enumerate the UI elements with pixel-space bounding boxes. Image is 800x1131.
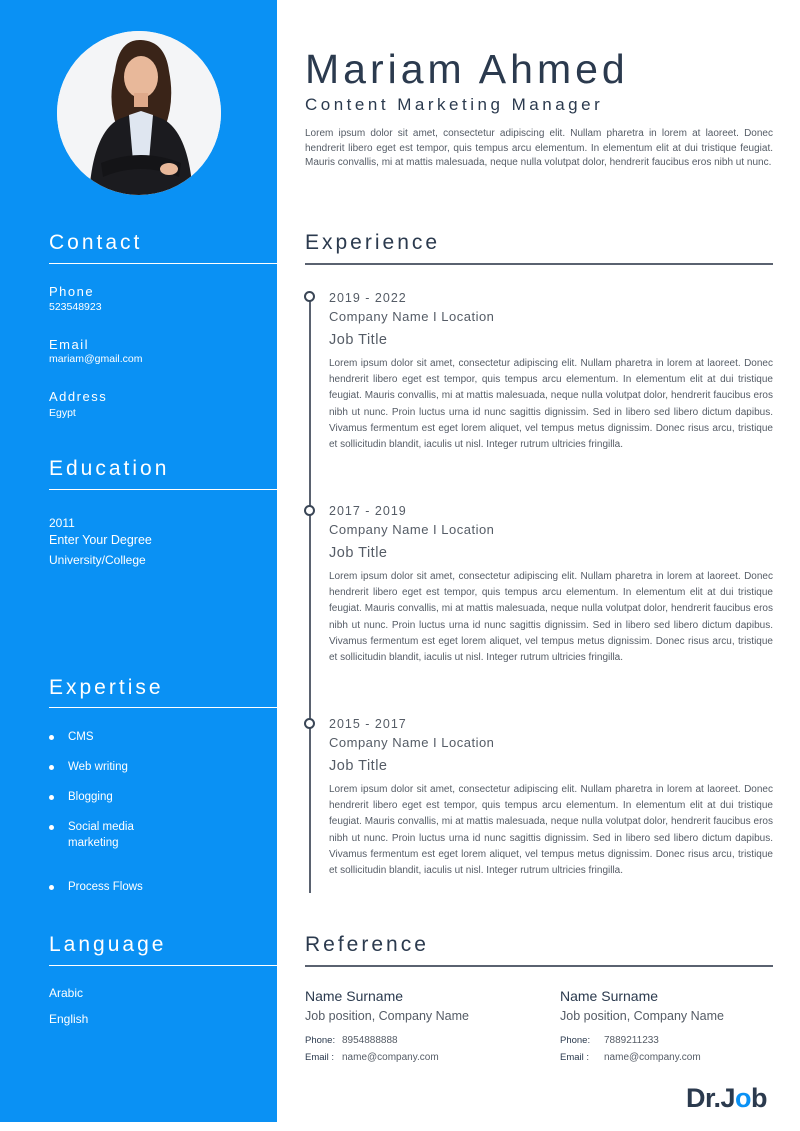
list-item: Web writing — [49, 759, 128, 775]
timeline-node — [304, 505, 315, 516]
profile-photo — [57, 31, 221, 195]
education-heading: Education — [49, 457, 170, 480]
reference-position: Job position, Company Name — [305, 1009, 469, 1023]
language-heading: Language — [49, 933, 167, 956]
avatar — [57, 31, 221, 195]
divider — [305, 263, 773, 265]
job-dates: 2019 - 2022 — [329, 291, 407, 305]
job-company: Company Name I Location — [329, 522, 495, 537]
job-company: Company Name I Location — [329, 309, 495, 324]
divider — [49, 965, 277, 966]
list-item: Social media marketing — [49, 819, 159, 851]
job-description: Lorem ipsum dolor sit amet, consectetur adipiscing elit. Nullam pharetra in lorem at laoreet. Donec hendrerit libero eget est tempor, quis tempus arcu elementum. In elementum elit at dui tristique feugiat. Mauris convallis, mi at mattis malesuada, neque nulla volutpat dolor, hendrerit faucibus eros nibh ut nunc. Proin luctus urna id nunc sagittis dignissim. Sed in libero sed libero dictum dapibus. Vivamus fermentum est eget lorem aliquet, vel tempus metus dignissim. Donec risus arcu, tristique et sollicitudin blandit, iaculis ut nisl. Integer rutrum ultricies fringilla. — [329, 784, 773, 877]
experience-heading: Experience — [305, 231, 441, 254]
reference-phone-label: Phone: — [560, 1035, 591, 1046]
job-dates: 2015 - 2017 — [329, 717, 407, 731]
job-description: Lorem ipsum dolor sit amet, consectetur adipiscing elit. Nullam pharetra in lorem at laoreet. Donec hendrerit libero eget est tempor, quis tempus arcu elementum. In elementum elit at dui tristique feugiat. Mauris convallis, mi at mattis malesuada, neque nulla volutpat dolor, hendrerit faucibus eros nibh ut nunc. Proin luctus urna id nunc sagittis dignissim. Sed in libero sed libero dictum dapibus. Vivamus fermentum est eget lorem aliquet, vel tempus metus dignissim. Donec risus arcu, tristique et sollicitudin blandit, iaculis ut nisl. Integer rutrum ultricies fringilla. — [329, 571, 773, 664]
timeline-node — [304, 291, 315, 302]
divider — [305, 965, 773, 967]
list-item: Process Flows — [49, 879, 143, 895]
divider — [49, 489, 277, 490]
bullet-icon — [49, 735, 54, 740]
job-title: Job Title — [329, 758, 388, 774]
reference-name: Name Surname — [305, 988, 404, 1004]
reference-phone: 7889211233 — [604, 1035, 659, 1046]
job-title: Job Title — [329, 545, 388, 561]
divider — [49, 263, 277, 264]
job-description: Lorem ipsum dolor sit amet, consectetur adipiscing elit. Nullam pharetra in lorem at laoreet. Donec hendrerit libero eget est tempor, quis tempus arcu elementum. In elementum elit at dui tristique feugiat. Mauris convallis, mi at mattis malesuada, neque nulla volutpat dolor, hendrerit faucibus eros nibh ut nunc. Proin luctus urna id nunc sagittis dignissim. Sed in libero sed libero dictum dapibus. Vivamus fermentum est eget lorem aliquet, vel tempus metus dignissim. Donec risus arcu, tristique et sollicitudin blandit, iaculis ut nisl. Integer rutrum ultricies fringilla. — [329, 358, 773, 451]
reference-phone-label: Phone: — [305, 1035, 336, 1046]
email-label: Email — [49, 337, 90, 352]
bullet-icon — [49, 825, 54, 830]
divider — [49, 707, 277, 708]
reference-phone: 8954888888 — [342, 1035, 398, 1046]
job-dates: 2017 - 2019 — [329, 504, 407, 518]
education-degree: Enter Your Degree — [49, 533, 152, 547]
address-label: Address — [49, 389, 108, 404]
contact-heading: Contact — [49, 231, 143, 254]
candidate-name: Mariam Ahmed — [305, 46, 629, 92]
timeline-node — [304, 718, 315, 729]
candidate-role: Content Marketing Manager — [305, 95, 604, 114]
sidebar — [0, 0, 277, 1122]
phone-label: Phone — [49, 284, 95, 299]
email-value: mariam@gmail.com — [49, 353, 143, 365]
reference-email-label: Email : — [305, 1052, 335, 1063]
expertise-heading: Expertise — [49, 676, 164, 699]
language-item: English — [49, 1012, 89, 1026]
bullet-icon — [49, 795, 54, 800]
address-value: Egypt — [49, 407, 76, 419]
reference-email-label: Email : — [560, 1052, 590, 1063]
drjob-logo: Dr.Job — [686, 1083, 768, 1113]
job-title: Job Title — [329, 332, 388, 348]
bullet-icon — [49, 885, 54, 890]
reference-heading: Reference — [305, 933, 429, 956]
reference-position: Job position, Company Name — [560, 1009, 724, 1023]
phone-value: 523548923 — [49, 301, 102, 313]
language-item: Arabic — [49, 986, 84, 1000]
education-year: 2011 — [49, 516, 75, 530]
reference-email: name@company.com — [342, 1052, 439, 1063]
profile-summary: Lorem ipsum dolor sit amet, consectetur adipiscing elit. Nullam pharetra in lorem at laoreet. Donec hendrerit libero eget est tempor, quis tempus arcu elementum. In elementum elit at dui tristique feugiat. Mauris convallis, mi at mattis malesuada, neque nulla volutpat dolor, hendrerit faucibus eros nibh ut nunc. — [305, 128, 773, 168]
timeline-line — [309, 301, 311, 893]
list-item: Blogging — [49, 789, 113, 805]
job-company: Company Name I Location — [329, 735, 495, 750]
education-school: University/College — [49, 553, 146, 567]
list-item: CMS — [49, 729, 94, 745]
reference-email: name@company.com — [604, 1052, 701, 1063]
bullet-icon — [49, 765, 54, 770]
reference-name: Name Surname — [560, 988, 659, 1004]
